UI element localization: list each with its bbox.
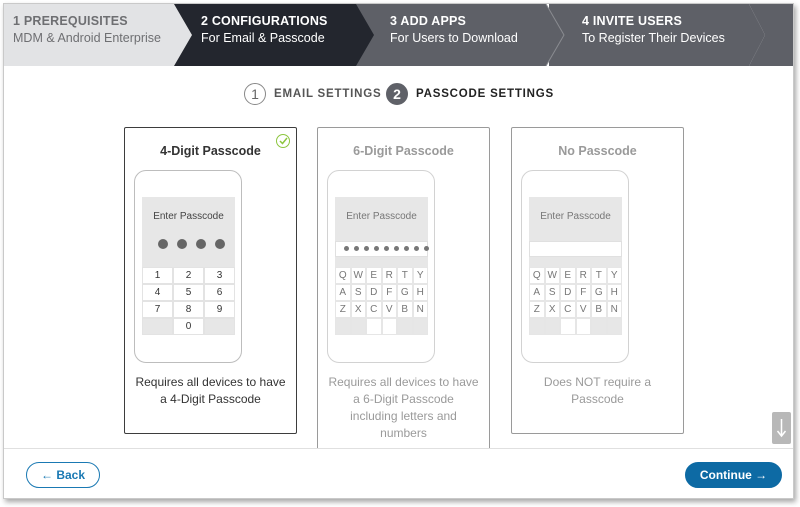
key: T bbox=[591, 267, 607, 284]
key: T bbox=[397, 267, 413, 284]
key-blank bbox=[351, 318, 367, 335]
description-line: numbers bbox=[380, 426, 427, 440]
key: 2 bbox=[173, 267, 204, 284]
key: 1 bbox=[142, 267, 173, 284]
key: R bbox=[576, 267, 592, 284]
key-space bbox=[382, 318, 398, 335]
option-title: 6-Digit Passcode bbox=[353, 144, 454, 158]
key: Z bbox=[529, 301, 545, 318]
key: H bbox=[413, 284, 429, 301]
option-4-digit-passcode[interactable] bbox=[124, 127, 297, 434]
description-line: Passcode bbox=[571, 392, 624, 406]
subtab-number: 1 bbox=[244, 83, 266, 105]
description-line: Does NOT require a bbox=[543, 375, 652, 389]
option-title: No Passcode bbox=[558, 144, 637, 158]
key-blank bbox=[545, 318, 561, 335]
phone-illustration bbox=[134, 170, 242, 363]
key: V bbox=[382, 301, 398, 318]
key: X bbox=[545, 301, 561, 318]
phone-screen bbox=[529, 197, 622, 335]
option-description bbox=[516, 374, 679, 408]
key: 7 bbox=[142, 301, 173, 318]
step-title: 4 INVITE USERS bbox=[582, 14, 683, 28]
key-blank bbox=[397, 318, 413, 335]
description-line: a 4-Digit Passcode bbox=[160, 392, 261, 406]
key: W bbox=[545, 267, 561, 284]
wizard-window bbox=[3, 3, 794, 499]
subtab-number: 2 bbox=[386, 83, 408, 105]
scroll-down-button[interactable] bbox=[772, 412, 791, 444]
screen-label: Enter Passcode bbox=[153, 211, 224, 222]
wizard-steps bbox=[4, 4, 794, 66]
numeric-keypad bbox=[142, 267, 235, 335]
description-line: a 6-Digit Passcode bbox=[353, 392, 454, 406]
key: N bbox=[413, 301, 429, 318]
key: F bbox=[382, 284, 398, 301]
back-button[interactable]: ← Back bbox=[26, 462, 100, 488]
key: X bbox=[351, 301, 367, 318]
key: N bbox=[607, 301, 623, 318]
key: 0 bbox=[173, 318, 204, 335]
key-space bbox=[366, 318, 382, 335]
subtab-email-settings[interactable] bbox=[244, 82, 381, 106]
key: B bbox=[591, 301, 607, 318]
key: A bbox=[335, 284, 351, 301]
phone-screen bbox=[335, 197, 428, 335]
option-title: 4-Digit Passcode bbox=[160, 144, 261, 158]
key-space bbox=[560, 318, 576, 335]
checkmark-icon bbox=[276, 134, 290, 148]
key: C bbox=[560, 301, 576, 318]
key: S bbox=[545, 284, 561, 301]
key: G bbox=[591, 284, 607, 301]
description-line: including letters and bbox=[350, 409, 457, 423]
key: E bbox=[366, 267, 382, 284]
key: W bbox=[351, 267, 367, 284]
key: E bbox=[560, 267, 576, 284]
step-title: 3 ADD APPS bbox=[390, 14, 467, 28]
key-blank bbox=[413, 318, 429, 335]
key: Q bbox=[529, 267, 545, 284]
key-blank bbox=[591, 318, 607, 335]
key: D bbox=[366, 284, 382, 301]
key-blank bbox=[142, 318, 173, 335]
step-subtitle: MDM & Android Enterprise bbox=[13, 31, 161, 45]
subtab-passcode-settings[interactable] bbox=[386, 82, 554, 106]
passcode-dots bbox=[158, 239, 225, 249]
phone-illustration bbox=[327, 170, 435, 363]
key: H bbox=[607, 284, 623, 301]
key: C bbox=[366, 301, 382, 318]
passcode-field bbox=[529, 241, 622, 257]
description-line: Requires all devices to have bbox=[328, 375, 479, 389]
key: A bbox=[529, 284, 545, 301]
option-6-digit-passcode[interactable] bbox=[317, 127, 490, 467]
alpha-keyboard bbox=[335, 267, 428, 335]
key: 9 bbox=[204, 301, 235, 318]
step-title: 2 CONFIGURATIONS bbox=[201, 14, 328, 28]
key: V bbox=[576, 301, 592, 318]
key: Y bbox=[413, 267, 429, 284]
wizard-step-invite-users[interactable] bbox=[549, 4, 794, 66]
key: 6 bbox=[204, 284, 235, 301]
arrow-down-icon bbox=[776, 418, 787, 438]
key: F bbox=[576, 284, 592, 301]
key: 3 bbox=[204, 267, 235, 284]
key: Z bbox=[335, 301, 351, 318]
subtab-label: EMAIL SETTINGS bbox=[274, 88, 382, 100]
key: Q bbox=[335, 267, 351, 284]
settings-subtabs bbox=[4, 82, 794, 106]
alpha-keyboard bbox=[529, 267, 622, 335]
key-blank bbox=[607, 318, 623, 335]
key: Y bbox=[607, 267, 623, 284]
key: D bbox=[560, 284, 576, 301]
phone-illustration bbox=[521, 170, 629, 363]
passcode-field bbox=[335, 241, 428, 257]
screen-label: Enter Passcode bbox=[346, 211, 417, 222]
key: S bbox=[351, 284, 367, 301]
option-description bbox=[322, 374, 485, 442]
key: R bbox=[382, 267, 398, 284]
key: 5 bbox=[173, 284, 204, 301]
key-blank bbox=[529, 318, 545, 335]
step-subtitle: For Users to Download bbox=[390, 31, 518, 45]
key: G bbox=[397, 284, 413, 301]
key-space bbox=[576, 318, 592, 335]
phone-screen bbox=[142, 197, 235, 335]
description-line: Requires all devices to have bbox=[135, 375, 286, 389]
key: 4 bbox=[142, 284, 173, 301]
option-description bbox=[129, 374, 292, 408]
continue-button[interactable]: Continue → bbox=[685, 462, 782, 488]
key: B bbox=[397, 301, 413, 318]
subtab-label: PASSCODE SETTINGS bbox=[416, 88, 554, 100]
passcode-dots bbox=[344, 246, 429, 251]
key: 8 bbox=[173, 301, 204, 318]
wizard-step-prerequisites[interactable] bbox=[4, 4, 194, 66]
step-subtitle: To Register Their Devices bbox=[582, 31, 725, 45]
key-blank bbox=[335, 318, 351, 335]
screen-label: Enter Passcode bbox=[540, 211, 611, 222]
wizard-step-configurations[interactable] bbox=[164, 4, 374, 66]
step-title: 1 PREREQUISITES bbox=[13, 14, 128, 28]
step-subtitle: For Email & Passcode bbox=[201, 31, 325, 45]
option-no-passcode[interactable] bbox=[511, 127, 684, 434]
key-blank bbox=[204, 318, 235, 335]
wizard-step-add-apps[interactable] bbox=[356, 4, 566, 66]
wizard-footer bbox=[4, 448, 794, 499]
